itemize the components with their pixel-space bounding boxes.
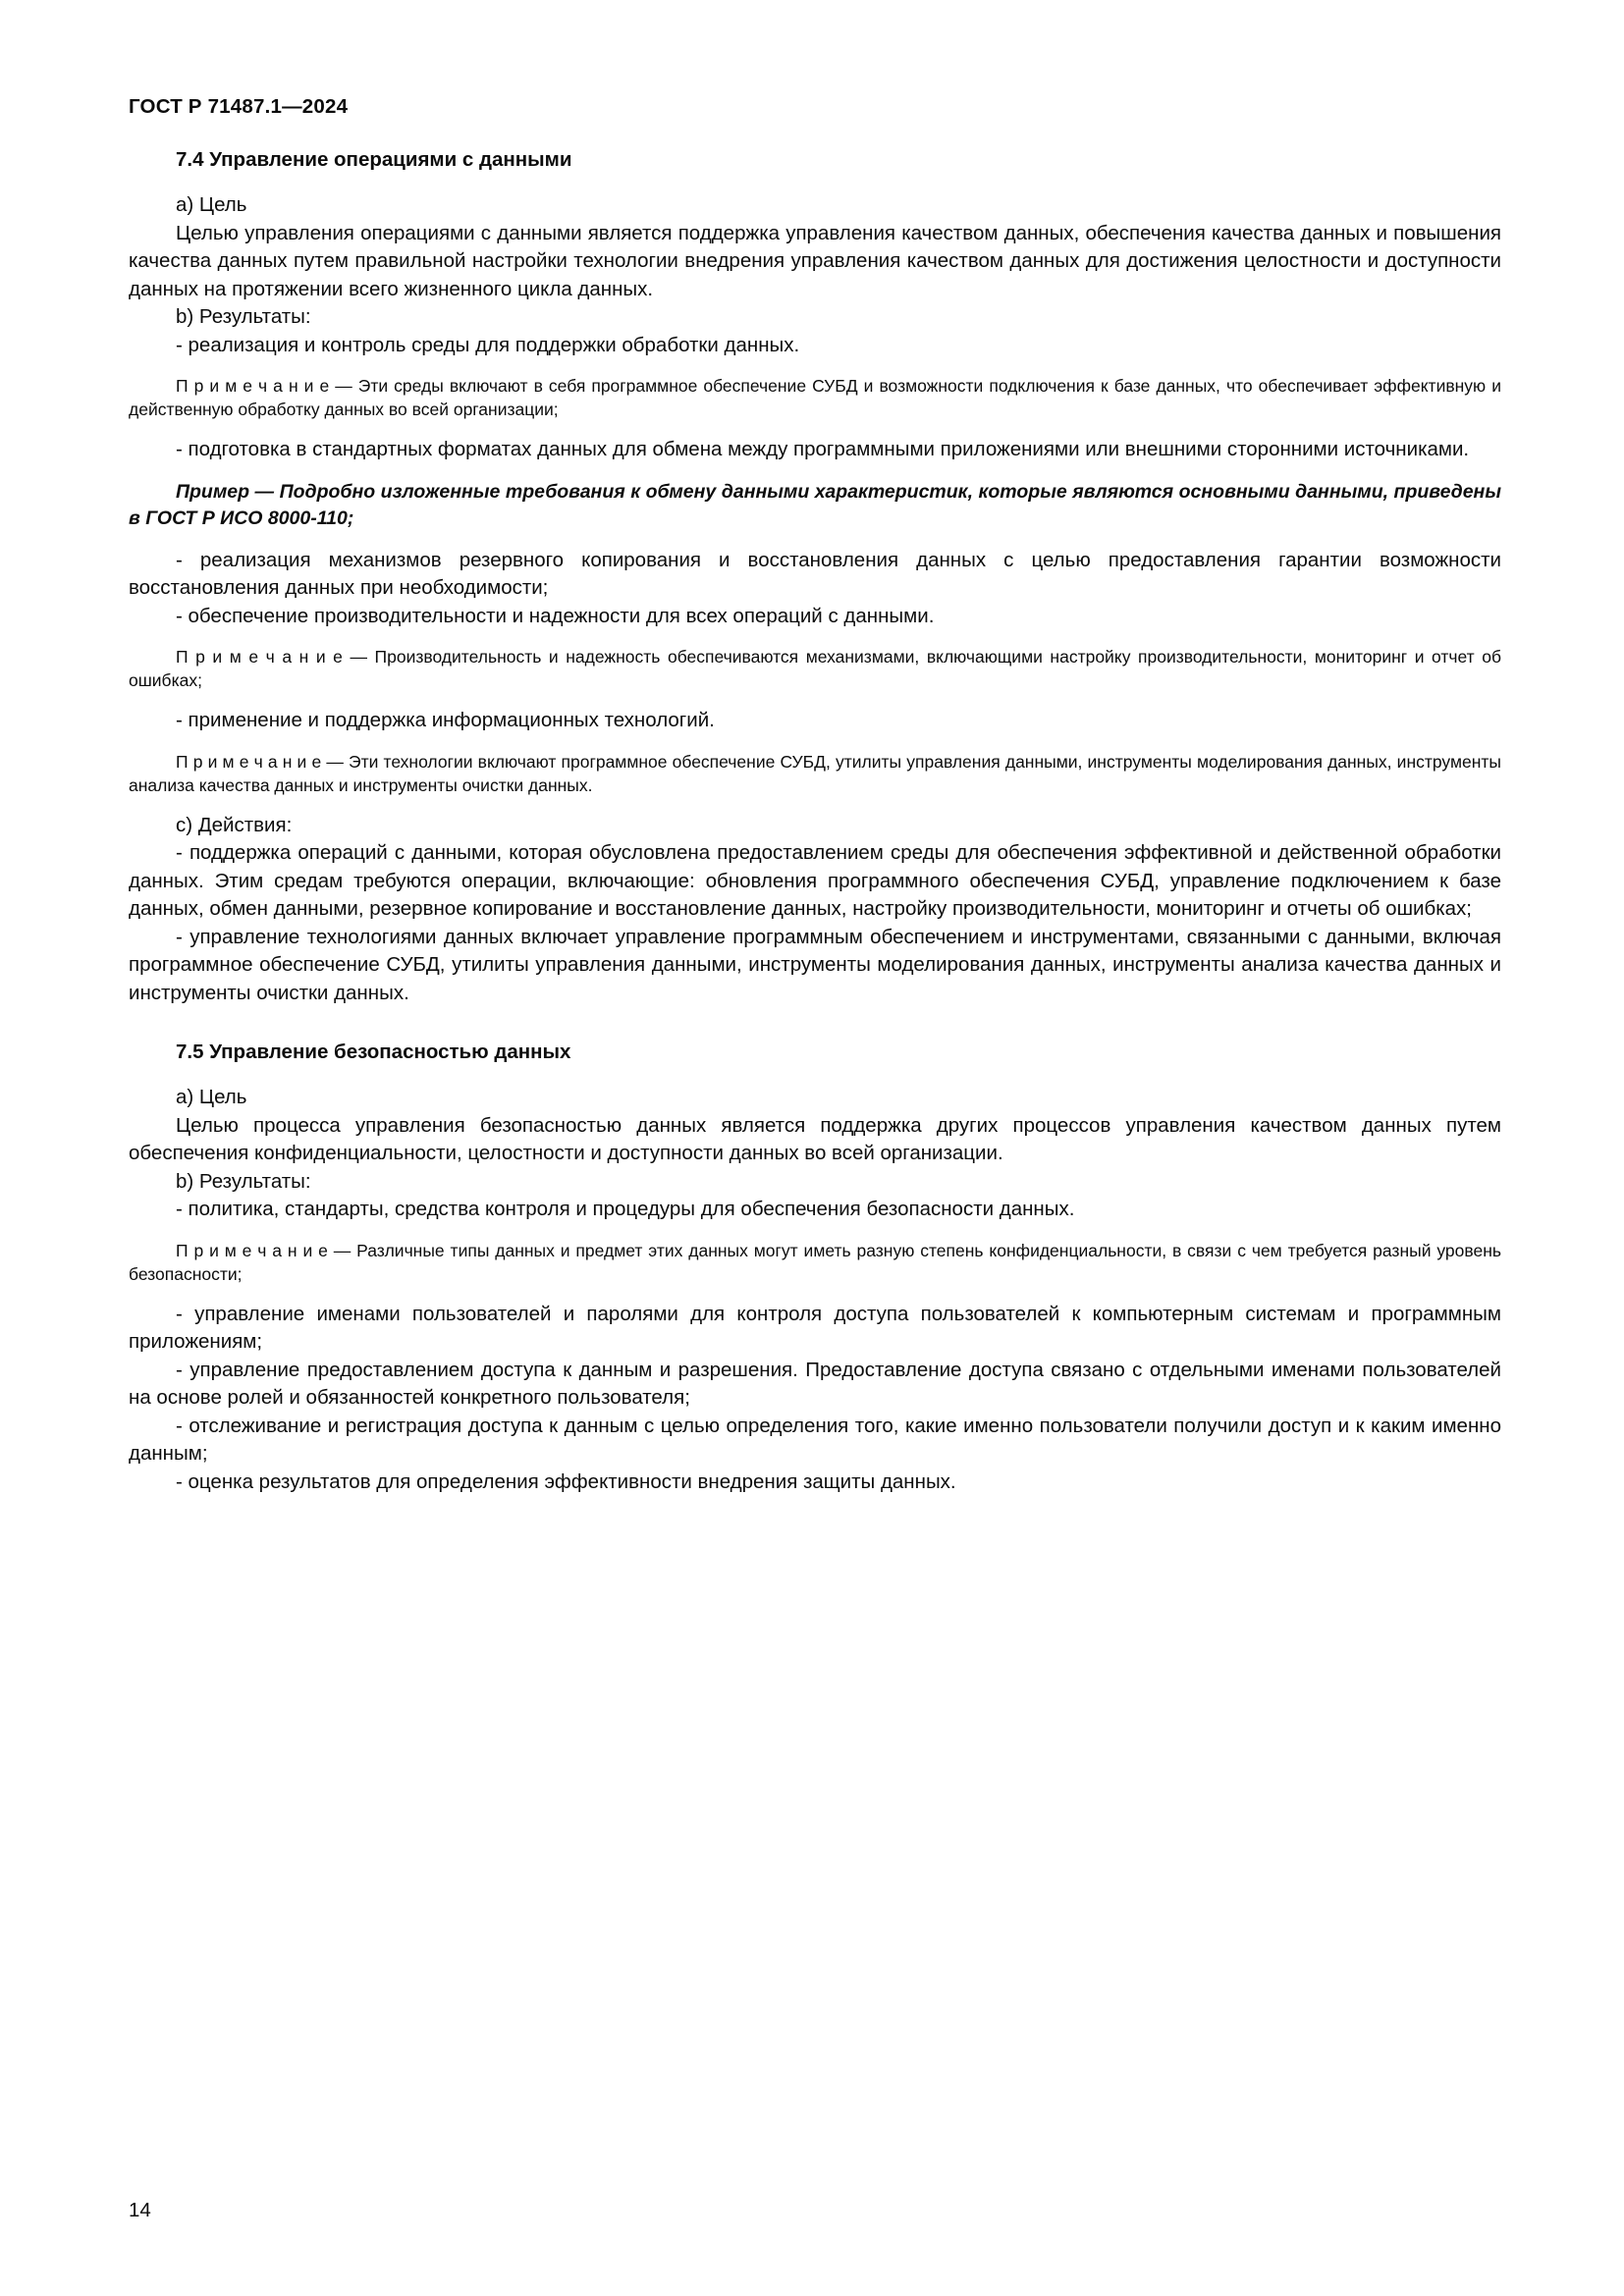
list-item: - управление именами пользователей и паролями для контроля доступа пользователей к компьютерным системам и программным приложениям; <box>129 1302 1501 1353</box>
note: П р и м е ч а н и е — Различные типы данных и предмет этих данных могут иметь разную степень конфиденциальности, в связи с чем требуется разный уровень безопасности; <box>129 1240 1501 1284</box>
list-item: - подготовка в стандартных форматах данных для обмена между программными приложениями или внешними сторонними источниками. <box>176 438 1470 460</box>
section-7-4-heading: 7.4 Управление операциями с данными <box>176 148 572 171</box>
page-number: 14 <box>129 2199 151 2221</box>
goal-paragraph: Целью управления операциями с данными является поддержка управления качеством данных, обеспечения качества данных и повышения качества данных путем правильной настройки технологии внедрения управления качеством данных для достижения целостности и доступности данных на протяжении всего жизненного цикла данных. <box>129 221 1501 300</box>
note: П р и м е ч а н и е — Эти среды включают в себя программное обеспечение СУБД и возможности подключения к базе данных, что обеспечивает эффективную и действенную обработку данных во всей организации; <box>129 376 1501 419</box>
results-label: b) Результаты: <box>176 1169 311 1193</box>
list-item: - реализация механизмов резервного копирования и восстановления данных с целью предоставления гарантии возможности восстановления данных при необходимости; <box>129 548 1501 599</box>
page-footer <box>129 2199 151 2222</box>
results-label: b) Результаты: <box>176 305 311 328</box>
list-item: - политика, стандарты, средства контроля и процедуры для обеспечения безопасности данных. <box>176 1198 1075 1220</box>
note: П р и м е ч а н и е — Эти технологии включают программное обеспечение СУБД, утилиты управления данными, инструменты моделирования данных, инструменты анализа качества данных и инструменты очистки данных. <box>129 751 1501 795</box>
actions-label: с) Действия: <box>176 813 293 836</box>
goal-label: а) Цель <box>176 193 247 216</box>
goal-paragraph: Целью процесса управления безопасностью данных является поддержка других процессов управления качеством данных путем обеспечения конфиденциальности, целостности и доступности данных во всей организации. <box>129 1113 1501 1164</box>
document-content <box>129 95 1501 1496</box>
list-item: - оценка результатов для определения эффективности внедрения защиты данных. <box>176 1469 956 1493</box>
list-item: - отслеживание и регистрация доступа к данным с целью определения того, какие именно пользователи получили доступ и к каким именно данным; <box>129 1414 1501 1465</box>
list-item: - управление предоставлением доступа к данным и разрешения. Предоставление доступа связано с отдельными именами пользователей на основе ролей и обязанностей конкретного пользователя; <box>129 1358 1501 1409</box>
list-item: - обеспечение производительности и надежности для всех операций с данными. <box>176 604 935 627</box>
example: Пример — Подробно изложенные требования к обмену данными характеристик, которые являются основными данными, приведены в ГОСТ Р ИСО 8000-110; <box>129 480 1501 529</box>
goal-label: а) Цель <box>176 1086 247 1108</box>
list-item: - реализация и контроль среды для поддержки обработки данных. <box>176 333 800 356</box>
document-header <box>129 95 1501 119</box>
list-item: - применение и поддержка информационных технологий. <box>176 709 715 731</box>
note: П р и м е ч а н и е — Производительность и надежность обеспечиваются механизмами, включающими настройку производительности, мониторинг и отчет об ошибках; <box>129 647 1501 690</box>
list-item: - поддержка операций с данными, которая обусловлена предоставлением среды для обеспечения эффективной и действенной обработки данных. Этим средам требуются операции, включающие: обновления программного обеспечения СУБД, управление подключением к базе данных, обмен данными, резервное копирование и восстановление данных, настройку производительности, мониторинг и отчеты об ошибках; <box>129 841 1501 920</box>
list-item: - управление технологиями данных включает управление программным обеспечением и инструментами, связанными с данными, включая программное обеспечение СУБД, утилиты управления данными, инструменты моделирования данных, инструменты анализа качества данных и инструменты очистки данных. <box>129 925 1501 1004</box>
doc-number: ГОСТ Р 71487.1—2024 <box>129 95 349 118</box>
section-7-5-heading: 7.5 Управление безопасностью данных <box>176 1041 571 1063</box>
